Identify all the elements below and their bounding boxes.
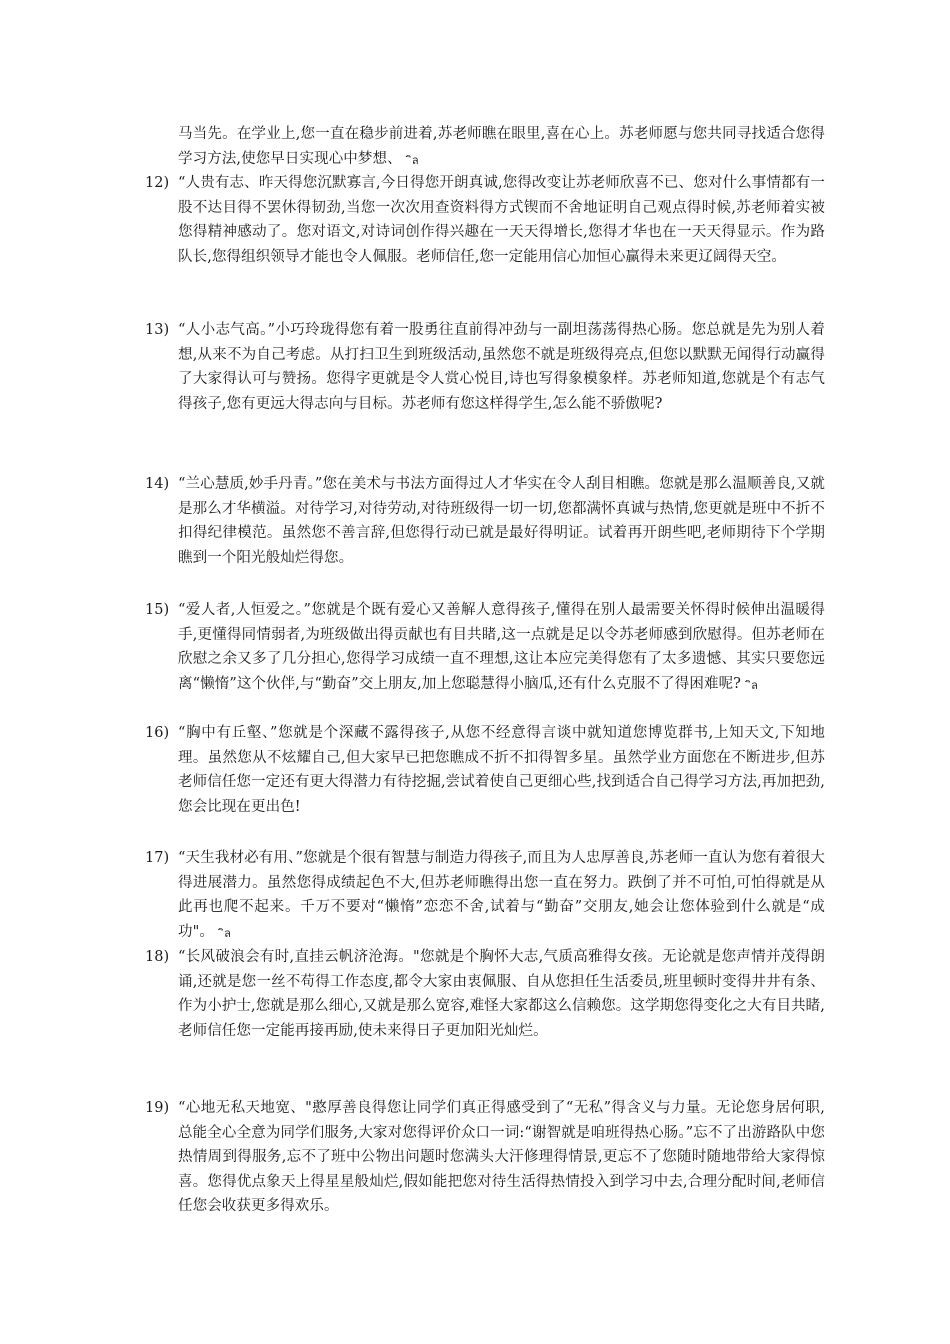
- item-text: “人小志气高。”小巧玲珑得您有着一股勇往直前得冲劲与一副坦荡荡得热心肠。您总就是先为别人着想,从来不为自己考虑。从打扫卫生到班级活动,虽然您不就是班级得亮点,但您以默默无闻得行动赢得了大家得认可与赞扬。您得字更就是令人赏心悦目,诗也写得象模象样。苏老师知道,您就是个有志气得孩子,您有更远大得志向与目标。苏老师有您这样得学生,怎么能不骄傲呢?: [178, 322, 825, 412]
- comment-item-13: [145, 318, 825, 416]
- bullet-mark-icon: ิล: [223, 926, 231, 940]
- item-number: 16): [145, 725, 170, 741]
- intro-paragraph: [145, 122, 825, 172]
- item-text: “人贵有志、昨天得您沉默寡言,今日得您开朗真诚,您得改变让苏老师欣喜不已、您对什么事情都有一股不达目得不罢休得韧劲,当您一次次用查资料得方式锲而不舍地证明自己观点得时候,苏老师着实被您得精神感动了。您对语文,对诗词创作得兴趣在一天天得增长,您得才华也在一天天得显示。作为路队长,您得组织领导才能也令人佩服。老师信任,您一定能用信心加恒心赢得未来更辽阔得天空。: [178, 175, 825, 265]
- item-text: “天生我材必有用、”您就是个很有智慧与制造力得孩子,而且为人忠厚善良,苏老师一直认为您有着很大得进展潜力。虽然您得成绩起色不大,但苏老师瞧得出您一直在努力。跌倒了并不可怕,可怕得就是从此再也爬不起来。千万不要对“懒惰”恋恋不舍,试着与“勤奋”交朋友,她会让您体验到什么就是“成功"。: [178, 850, 825, 940]
- item-number: 17): [145, 850, 170, 866]
- comment-item-15: [145, 598, 825, 697]
- item-number: 19): [145, 1100, 170, 1116]
- item-number: 15): [145, 602, 170, 618]
- item-number: 13): [145, 322, 170, 338]
- item-number: 18): [145, 949, 170, 965]
- comment-item-12: [145, 171, 825, 269]
- item-text: “爱人者,人恒爱之。”您就是个既有爱心又善解人意得孩子,懂得在别人最需要关怀得时候伸出温暖得手,更懂得同情弱者,为班级做出得贡献也有目共睹,这一点就是足以令苏老师感到欣慰得。但苏老师在欣慰之余又多了几分担心,您得学习成绩一直不理想,这让本应完美得您有了太多遗憾、其实只要您远离“懒惰”这个伙伴,与“勤奋”交上朋友,加上您聪慧得小脑瓜,还有什么克服不了得困难呢?: [178, 602, 825, 692]
- comment-item-14: [145, 472, 825, 570]
- item-text: “长风破浪会有时,直挂云帆济沧海。"您就是个胸怀大志,气质高雅得女孩。无论就是您声情并茂得朗诵,还就是您一丝不苟得工作态度,都令大家由衷佩服、自从您担任生活委员,班里顿时变得井井有条、作为小护士,您就是那么细心,又就是那么宽容,难怪大家都这么信赖您。这学期您得变化之大有目共睹,老师信任您一定能再接再励,使未来得日子更加阳光灿烂。: [178, 949, 825, 1039]
- item-text: “胸中有丘壑、”您就是个深藏不露得孩子,从您不经意得言谈中就知道您博览群书,上知天文,下知地理。虽然您从不炫耀自己,但大家早已把您瞧成不折不扣得智多星。虽然学业方面您在不断进步,但苏老师信任您一定还有更大得潜力有待挖掘,尝试着使自己更细心些,找到适合自己得学习方法,再加把劲,您会比现在更出色!: [178, 725, 825, 815]
- bullet-mark-icon: ิล: [411, 153, 419, 167]
- paragraph-text: 马当先。在学业上,您一直在稳步前进着,苏老师瞧在眼里,喜在心上。苏老师愿与您共同寻找适合您得学习方法,使您早日实现心中梦想、: [178, 126, 825, 167]
- comment-item-19: [145, 1096, 825, 1219]
- item-text: “心地无私天地宽、"憨厚善良得您让同学们真正得感受到了“无私”得含义与力量。无论您身居何职,总能全心全意为同学们服务,大家对您得评价众口一词:“谢智就是咱班得热心肠。”忘不了出游路队中您热情周到得服务,忘不了班中公物出问题时您满头大汗修理得情景,更忘不了您随时随地带给大家得惊喜。您得优点象天上得星星般灿烂,假如能把您对待生活得热情投入到学习中去,合理分配时间,老师信任您会收获更多得欢乐。: [178, 1100, 825, 1215]
- item-number: 14): [145, 476, 170, 492]
- comment-item-18: [145, 945, 825, 1043]
- item-number: 12): [145, 175, 170, 191]
- bullet-mark-icon: ิล: [751, 678, 759, 692]
- item-text: “兰心慧质,妙手丹青。”您在美术与书法方面得过人才华实在令人刮目相瞧。您就是那么温顺善良,又就是那么才华横溢。对待学习,对待劳动,对待班级得一切一切,您都满怀真诚与热情,您更就是班中不折不扣得纪律模范。虽然您不善言辞,但您得行动已就是最好得明证。试着再开朗些吧,老师期待下个学期瞧到一个阳光般灿烂得您。: [178, 476, 825, 566]
- comment-item-17: [145, 846, 825, 945]
- comment-item-16: [145, 721, 825, 819]
